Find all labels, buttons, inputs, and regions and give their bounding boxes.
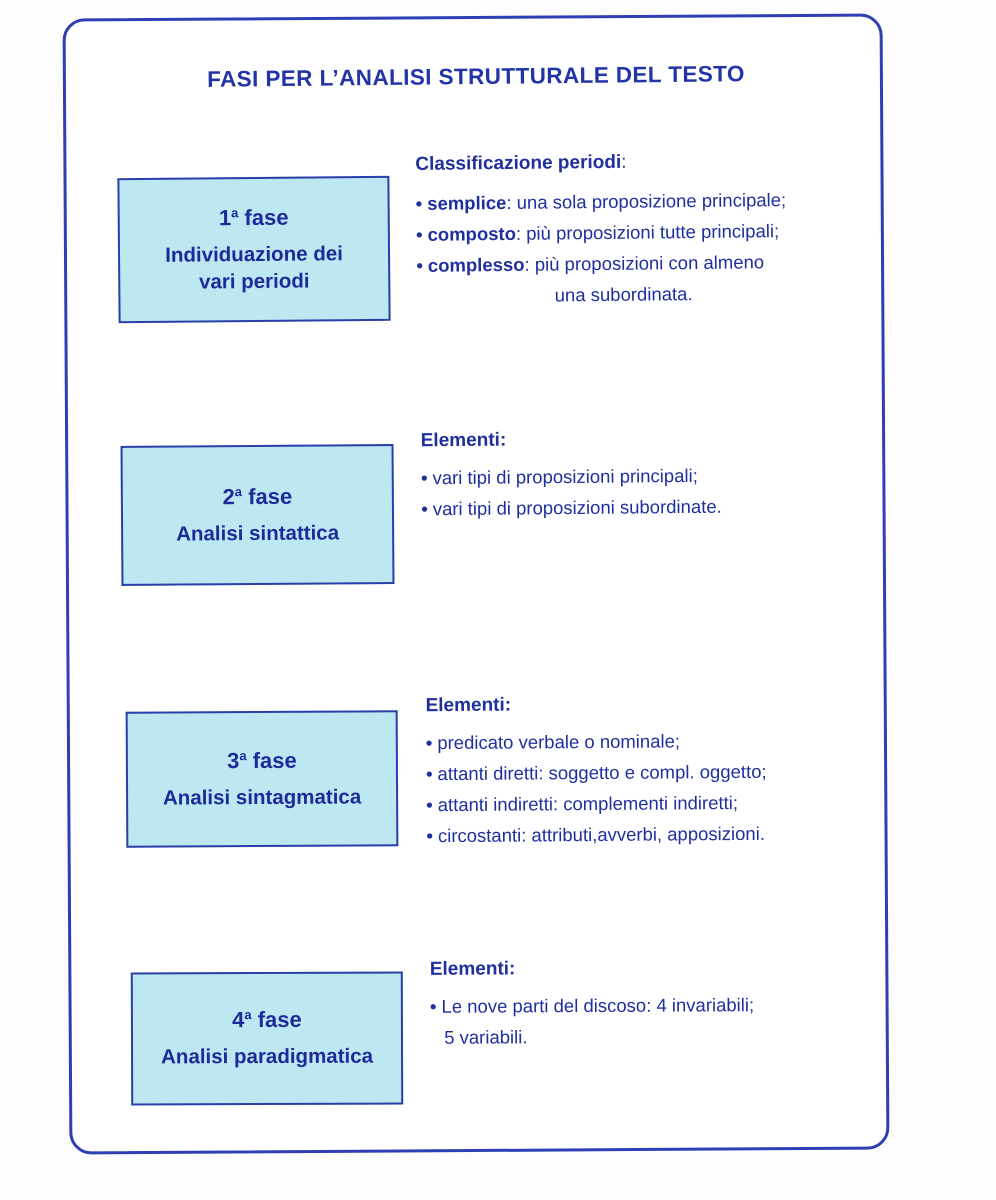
list-item: • attanti diretti: soggetto e compl. oggetto;: [425, 760, 767, 785]
phase-1-heading: Classificazione periodi:: [415, 151, 627, 175]
phase-4-number: 4$^a$ fase: [232, 1007, 302, 1033]
list-item-continuation: 5 variabili.: [444, 1026, 528, 1048]
phase-4-box: [131, 972, 403, 1106]
list-item: • attanti indiretti: complementi indiretti;: [426, 792, 739, 816]
phase-2-box: [121, 444, 395, 586]
phase-3-number: 3$^a$ fase: [227, 747, 297, 773]
phase-4-name: Analisi paradigmatica: [161, 1045, 374, 1069]
phase-1-name: Individuazione dei vari periodi: [165, 242, 343, 294]
phase-1-description: [415, 145, 787, 312]
phase-4-heading: Elementi:: [429, 958, 516, 980]
phase-1-number: 1$^a$ fase: [218, 204, 289, 231]
list-item: • Le nove parti del discoso: 4 invariabili;: [429, 994, 755, 1017]
list-item: • semplice: una sola proposizione principale;: [415, 189, 787, 214]
list-item: • vari tipi di proposizioni principali;: [420, 464, 698, 489]
phase-3-name: Analisi sintagmatica: [162, 785, 362, 810]
phase-2-number: 2$^a$ fase: [222, 483, 293, 510]
phase-1-box: [117, 176, 390, 323]
list-item: • vari tipi di proposizioni subordinate.: [421, 495, 722, 520]
phase-3-description: [425, 688, 767, 851]
list-item: • circostanti: attributi,avverbi, apposizioni.: [426, 822, 765, 847]
list-item: • complesso: più proposizioni con almeno: [416, 251, 765, 276]
list-item-continuation: una subordinata.: [554, 283, 693, 306]
phase-2-heading: Elementi:: [420, 429, 507, 452]
phase-3-box: [126, 710, 399, 847]
page-title: FASI PER L’ANALISI STRUTTURALE DEL TESTO: [207, 61, 745, 92]
phase-4-description: [430, 952, 755, 1053]
phase-2-description: [421, 423, 722, 525]
phase-3-heading: Elementi:: [425, 694, 512, 717]
list-item: • composto: più proposizioni tutte principali;: [415, 220, 780, 245]
list-item: • predicato verbale o nominale;: [425, 730, 681, 754]
phase-2-name: Analisi sintattica: [176, 521, 340, 546]
